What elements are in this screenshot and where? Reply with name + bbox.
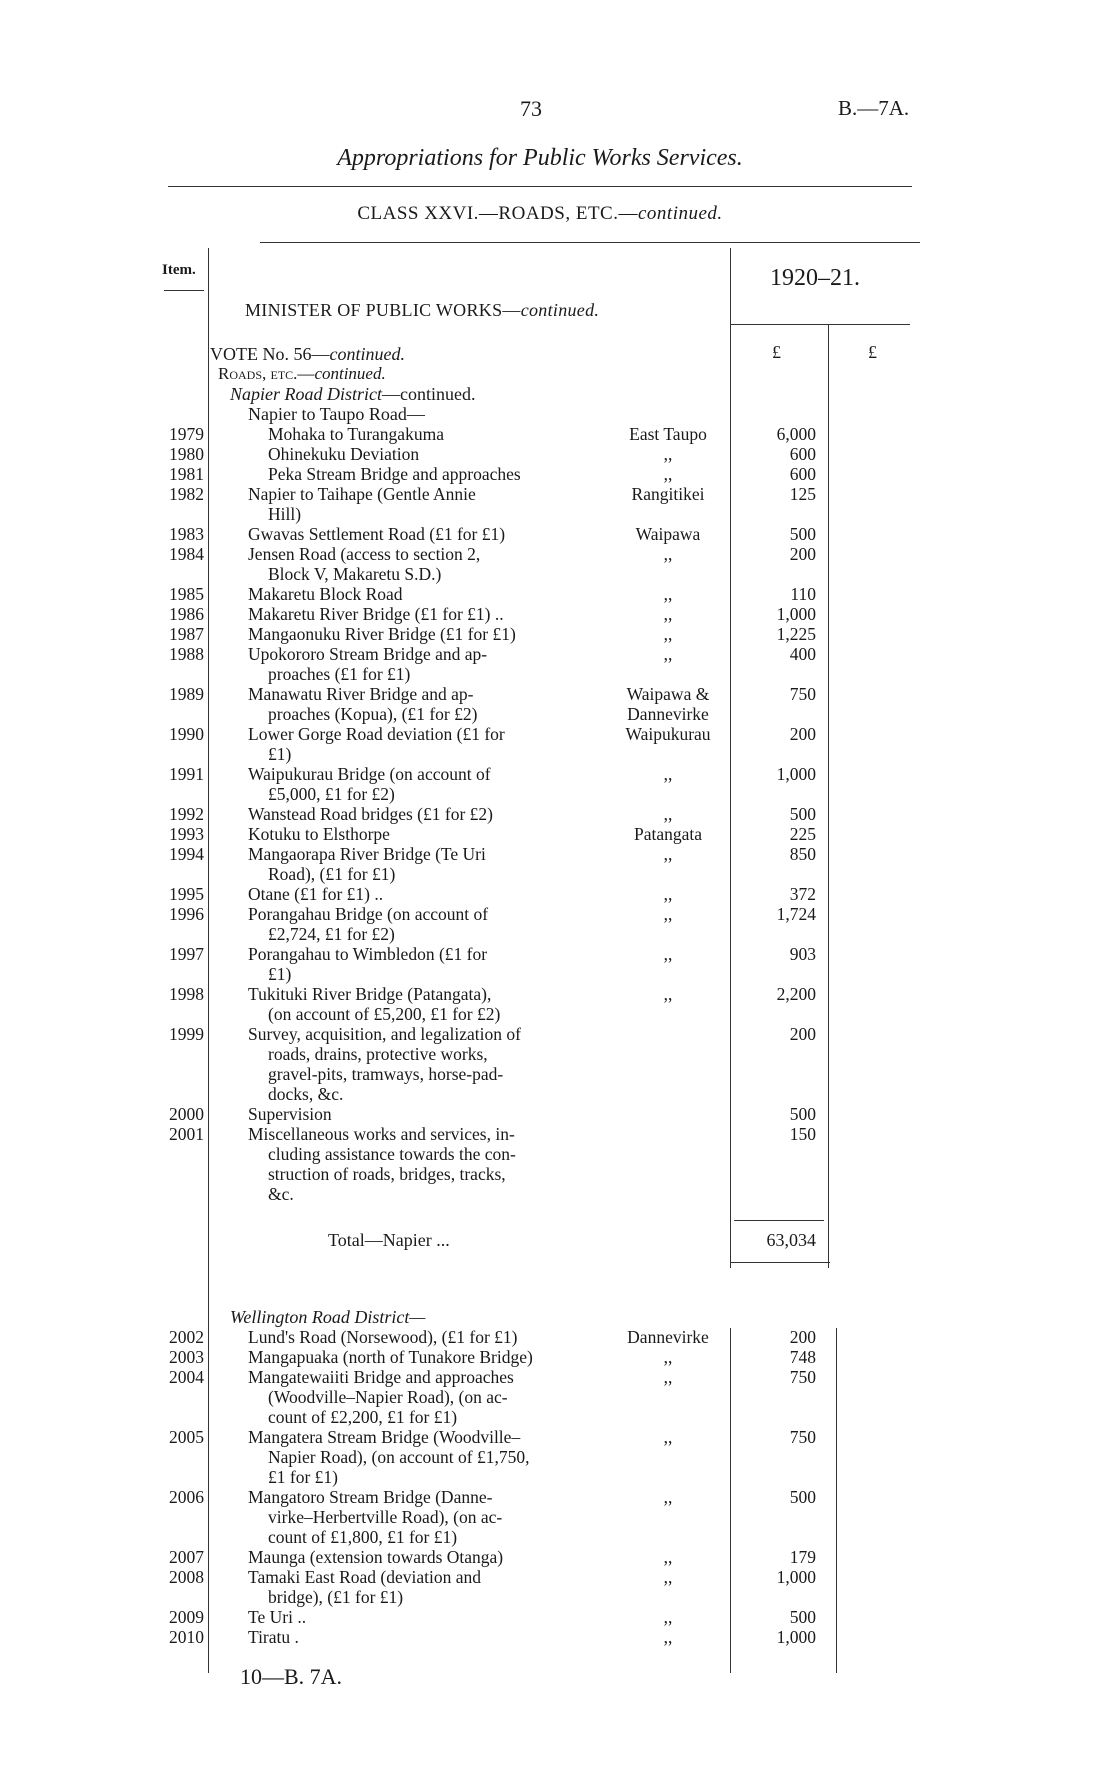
electoral-district: ,, (663, 624, 673, 644)
item-amount: 179 (789, 1547, 816, 1567)
item-number: 1980 (169, 444, 204, 464)
table-row (0, 1607, 1114, 1627)
item-number: 1984 (169, 544, 204, 564)
item-number: 2006 (169, 1487, 204, 1507)
electoral-district: ,, (663, 804, 673, 824)
item-amount: 110 (790, 584, 816, 604)
item-description: Mangatewaiiti Bridge and approaches (248, 1367, 514, 1387)
table-row-continuation (0, 744, 1114, 764)
item-amount: 200 (789, 724, 816, 744)
item-number: 1981 (169, 464, 204, 484)
table-row (0, 844, 1114, 864)
electoral-district: ,, (663, 584, 673, 604)
roads-heading (218, 364, 386, 384)
table-row (0, 1024, 1114, 1044)
item-number: 1982 (169, 484, 204, 504)
item-description-continuation: (on account of £5,200, £1 for £2) (268, 1004, 501, 1024)
table-row-continuation (0, 1164, 1114, 1184)
table-row (0, 804, 1114, 824)
table-row (0, 1367, 1114, 1387)
item-number: 1999 (169, 1024, 204, 1044)
table-row-continuation (0, 1507, 1114, 1527)
item-amount: 1,724 (776, 904, 816, 924)
item-description: Miscellaneous works and services, in- (248, 1124, 515, 1144)
item-number: 1995 (169, 884, 204, 904)
table-row-continuation (0, 1527, 1114, 1547)
table-row (0, 584, 1114, 604)
item-amount: 748 (789, 1347, 816, 1367)
item-amount: 1,000 (776, 1627, 816, 1647)
item-description: Tukituki River Bridge (Patangata), (248, 984, 492, 1004)
item-description-continuation: £5,000, £1 for £2) (268, 784, 395, 804)
table-row (0, 1547, 1114, 1567)
item-description: Mohaka to Turangakuma (268, 424, 444, 444)
table-row-continuation (0, 1467, 1114, 1487)
year-header-rule (730, 324, 910, 325)
table-row (0, 824, 1114, 844)
roads-heading-continued: continued. (314, 364, 386, 383)
item-column-header: Item. (162, 262, 196, 278)
item-amount: 500 (789, 1487, 816, 1507)
minister-heading-main: MINISTER OF PUBLIC WORKS— (245, 300, 521, 320)
item-amount: 1,225 (776, 624, 816, 644)
item-amount: 200 (789, 544, 816, 564)
table-row (0, 1347, 1114, 1367)
item-description: Mangatoro Stream Bridge (Danne- (248, 1487, 493, 1507)
item-number: 2002 (169, 1327, 204, 1347)
item-number: 1979 (169, 424, 204, 444)
item-description-continuation: docks, &c. (268, 1084, 344, 1104)
table-row (0, 604, 1114, 624)
electoral-district: ,, (663, 604, 673, 624)
item-description-continuation: proaches (Kopua), (£1 for £2) (268, 704, 478, 724)
total-rule-above (734, 1220, 824, 1221)
class-heading-main: CLASS XXVI.—ROADS, ETC.— (357, 203, 638, 224)
currency-symbol-2: £ (868, 342, 877, 362)
item-amount: 2,200 (776, 984, 816, 1004)
table-row-continuation (0, 1004, 1114, 1024)
item-amount: 600 (789, 464, 816, 484)
item-amount: 850 (789, 844, 816, 864)
item-description-continuation: gravel-pits, tramways, horse-pad- (268, 1064, 504, 1084)
table-row-continuation (0, 1144, 1114, 1164)
electoral-district: Waipukurau (625, 724, 711, 744)
item-description: Upokororo Stream Bridge and ap- (248, 644, 488, 664)
item-header-rule (164, 290, 204, 291)
table-row (0, 484, 1114, 504)
napier-district-continued: —continued. (382, 384, 476, 404)
item-description: Porangahau to Wimbledon (£1 for (248, 944, 488, 964)
item-amount: 903 (789, 944, 816, 964)
item-description: Napier to Taihape (Gentle Annie (248, 484, 476, 504)
item-number: 1988 (169, 644, 204, 664)
electoral-district: ,, (663, 644, 673, 664)
electoral-district-continuation: Dannevirke (627, 704, 709, 724)
item-number: 1998 (169, 984, 204, 1004)
electoral-district: Dannevirke (627, 1327, 709, 1347)
vote-heading (210, 344, 405, 365)
item-amount: 1,000 (776, 604, 816, 624)
item-number: 1985 (169, 584, 204, 604)
electoral-district: ,, (663, 904, 673, 924)
total-label: Total—Napier ... (328, 1230, 450, 1250)
item-number: 1990 (169, 724, 204, 744)
item-number: 1991 (169, 764, 204, 784)
item-description-continuation: Hill) (268, 504, 302, 524)
item-description: Mangapuaka (north of Tunakore Bridge) (248, 1347, 533, 1367)
item-number: 1994 (169, 844, 204, 864)
item-amount: 500 (789, 1607, 816, 1627)
minister-heading (245, 300, 599, 321)
page-number: 73 (520, 96, 542, 121)
item-amount: 750 (789, 1367, 816, 1387)
electoral-district: Waipawa & (626, 684, 710, 704)
electoral-district: ,, (663, 444, 673, 464)
electoral-district: ,, (663, 764, 673, 784)
class-heading (0, 203, 1080, 225)
table-row (0, 904, 1114, 924)
item-number: 1993 (169, 824, 204, 844)
item-description: Tamaki East Road (deviation and (248, 1567, 482, 1587)
item-description-continuation: virke–Herbertville Road), (on ac- (268, 1507, 503, 1527)
item-number: 1996 (169, 904, 204, 924)
item-amount: 372 (789, 884, 816, 904)
vote-heading-main: VOTE No. 56— (210, 344, 330, 364)
item-description-continuation: £1) (268, 964, 292, 984)
item-number: 2000 (169, 1104, 204, 1124)
currency-symbol-1: £ (772, 342, 781, 362)
item-description: Mangaorapa River Bridge (Te Uri (248, 844, 486, 864)
item-amount: 200 (789, 1024, 816, 1044)
item-description-continuation: proaches (£1 for £1) (268, 664, 411, 684)
item-description: Waipukurau Bridge (on account of (248, 764, 491, 784)
item-description-continuation: Napier Road), (on account of £1,750, (268, 1447, 530, 1467)
electoral-district: ,, (663, 1427, 673, 1447)
item-description: Manawatu River Bridge and ap- (248, 684, 474, 704)
minister-heading-continued: continued. (520, 300, 600, 320)
electoral-district: ,, (663, 1567, 673, 1587)
item-number: 2007 (169, 1547, 204, 1567)
item-amount: 1,000 (776, 1567, 816, 1587)
item-amount: 500 (789, 804, 816, 824)
item-number: 1997 (169, 944, 204, 964)
table-row-continuation (0, 1184, 1114, 1204)
table-row-continuation (0, 1387, 1114, 1407)
table-row-continuation (0, 784, 1114, 804)
item-description-continuation: count of £1,800, £1 for £1) (268, 1527, 458, 1547)
electoral-district: ,, (663, 844, 673, 864)
vote-heading-continued: continued. (329, 344, 405, 364)
electoral-district: ,, (663, 1627, 673, 1647)
table-row (0, 1487, 1114, 1507)
item-description: Lund's Road (Norsewood), (£1 for £1) (248, 1327, 518, 1347)
item-number: 1986 (169, 604, 204, 624)
item-number: 1987 (169, 624, 204, 644)
item-amount: 750 (789, 684, 816, 704)
table-row-continuation (0, 564, 1114, 584)
table-row-continuation (0, 864, 1114, 884)
table-row (0, 1567, 1114, 1587)
electoral-district: ,, (663, 1547, 673, 1567)
table-row-continuation (0, 924, 1114, 944)
electoral-district: ,, (663, 884, 673, 904)
table-row (0, 1627, 1114, 1647)
item-number: 1983 (169, 524, 204, 544)
electoral-district: Waipawa (635, 524, 701, 544)
item-amount: 400 (789, 644, 816, 664)
table-row (0, 644, 1114, 664)
table-row (0, 1104, 1114, 1124)
table-row (0, 984, 1114, 1004)
item-amount: 500 (789, 524, 816, 544)
item-number: 2009 (169, 1607, 204, 1627)
electoral-district: ,, (663, 464, 673, 484)
item-description: Ohinekuku Deviation (268, 444, 420, 464)
wellington-district-heading: Wellington Road District— (230, 1307, 426, 1327)
title-rule (168, 186, 912, 187)
item-amount: 200 (789, 1327, 816, 1347)
table-row (0, 524, 1114, 544)
item-description: Porangahau Bridge (on account of (248, 904, 489, 924)
item-description-continuation: bridge), (£1 for £1) (268, 1587, 404, 1607)
item-description: Gwavas Settlement Road (£1 for £1) (248, 524, 506, 544)
item-amount: 125 (789, 484, 816, 504)
item-number: 2003 (169, 1347, 204, 1367)
table-row-continuation (0, 504, 1114, 524)
table-row-continuation (0, 704, 1114, 724)
table-row (0, 464, 1114, 484)
item-number: 2001 (169, 1124, 204, 1144)
total-amount: 63,034 (766, 1230, 816, 1250)
item-description-continuation: cluding assistance towards the con- (268, 1144, 516, 1164)
item-amount: 150 (789, 1124, 816, 1144)
footer-signature: 10—B. 7A. (240, 1664, 343, 1689)
table-row (0, 424, 1114, 444)
electoral-district: ,, (663, 544, 673, 564)
item-amount: 500 (789, 1104, 816, 1124)
electoral-district: ,, (663, 1367, 673, 1387)
electoral-district: Rangitikei (631, 484, 705, 504)
item-amount: 225 (789, 824, 816, 844)
item-description: Jensen Road (access to section 2, (248, 544, 481, 564)
class-rule (260, 242, 920, 243)
item-description: Tiratu . (248, 1627, 299, 1647)
table-row (0, 944, 1114, 964)
page-title: Appropriations for Public Works Services. (337, 145, 743, 171)
item-description-continuation: roads, drains, protective works, (268, 1044, 488, 1064)
item-description: Otane (£1 for £1) .. (248, 884, 384, 904)
table-row (0, 884, 1114, 904)
table-row-continuation (0, 964, 1114, 984)
roads-heading-main: Roads, etc.— (218, 364, 315, 383)
item-description-continuation: Road), (£1 for £1) (268, 864, 396, 884)
item-description-continuation: struction of roads, bridges, tracks, (268, 1164, 506, 1184)
table-row-continuation (0, 1447, 1114, 1467)
table-row-continuation (0, 1084, 1114, 1104)
item-description-continuation: Block V, Makaretu S.D.) (268, 564, 442, 584)
item-number: 2010 (169, 1627, 204, 1647)
table-row (0, 1427, 1114, 1447)
item-number: 1989 (169, 684, 204, 704)
item-number: 2008 (169, 1567, 204, 1587)
item-description: Mangatera Stream Bridge (Woodville– (248, 1427, 521, 1447)
table-row (0, 724, 1114, 744)
table-row (0, 624, 1114, 644)
item-description: Peka Stream Bridge and approaches (268, 464, 521, 484)
table-row (0, 764, 1114, 784)
electoral-district: ,, (663, 1347, 673, 1367)
table-row (0, 1124, 1114, 1144)
item-description: Kotuku to Elsthorpe (248, 824, 390, 844)
table-row (0, 1327, 1114, 1347)
napier-district-name: Napier Road District (230, 384, 382, 404)
document-reference: B.—7A. (838, 96, 910, 120)
year-column-header: 1920–21. (770, 265, 860, 291)
item-description-continuation: £2,724, £1 for £2) (268, 924, 395, 944)
table-row (0, 684, 1114, 704)
item-amount: 6,000 (776, 424, 816, 444)
item-description: Survey, acquisition, and legalization of (248, 1024, 521, 1044)
item-description: Supervision (248, 1104, 332, 1124)
item-amount: 1,000 (776, 764, 816, 784)
item-description-continuation: count of £2,200, £1 for £1) (268, 1407, 458, 1427)
total-rule-below (730, 1262, 830, 1263)
item-number: 1992 (169, 804, 204, 824)
table-row-continuation (0, 1407, 1114, 1427)
item-description: Lower Gorge Road deviation (£1 for (248, 724, 505, 744)
electoral-district: East Taupo (629, 424, 707, 444)
table-row-continuation (0, 1587, 1114, 1607)
electoral-district: ,, (663, 984, 673, 1004)
item-description-continuation: £1) (268, 744, 292, 764)
napier-district-heading (230, 384, 475, 405)
item-number: 2004 (169, 1367, 204, 1387)
item-description: Mangaonuku River Bridge (£1 for £1) (248, 624, 516, 644)
item-description-continuation: (Woodville–Napier Road), (on ac- (268, 1387, 508, 1407)
item-amount: 750 (789, 1427, 816, 1447)
electoral-district: ,, (663, 1607, 673, 1627)
item-description: Makaretu River Bridge (£1 for £1) .. (248, 604, 504, 624)
class-heading-continued: continued. (637, 203, 723, 224)
item-description-continuation: &c. (268, 1184, 294, 1204)
table-row-continuation (0, 664, 1114, 684)
item-amount: 600 (789, 444, 816, 464)
electoral-district: ,, (663, 944, 673, 964)
table-row-continuation (0, 1044, 1114, 1064)
napier-taupo-subheading: Napier to Taupo Road— (248, 404, 425, 424)
electoral-district: Patangata (633, 824, 703, 844)
item-description: Maunga (extension towards Otanga) (248, 1547, 504, 1567)
item-description: Te Uri .. (248, 1607, 307, 1627)
item-description: Makaretu Block Road (248, 584, 403, 604)
electoral-district: ,, (663, 1487, 673, 1507)
item-description-continuation: £1 for £1) (268, 1467, 338, 1487)
item-description: Wanstead Road bridges (£1 for £2) (248, 804, 493, 824)
table-row (0, 444, 1114, 464)
table-row-continuation (0, 1064, 1114, 1084)
item-number: 2005 (169, 1427, 204, 1447)
table-row (0, 544, 1114, 564)
